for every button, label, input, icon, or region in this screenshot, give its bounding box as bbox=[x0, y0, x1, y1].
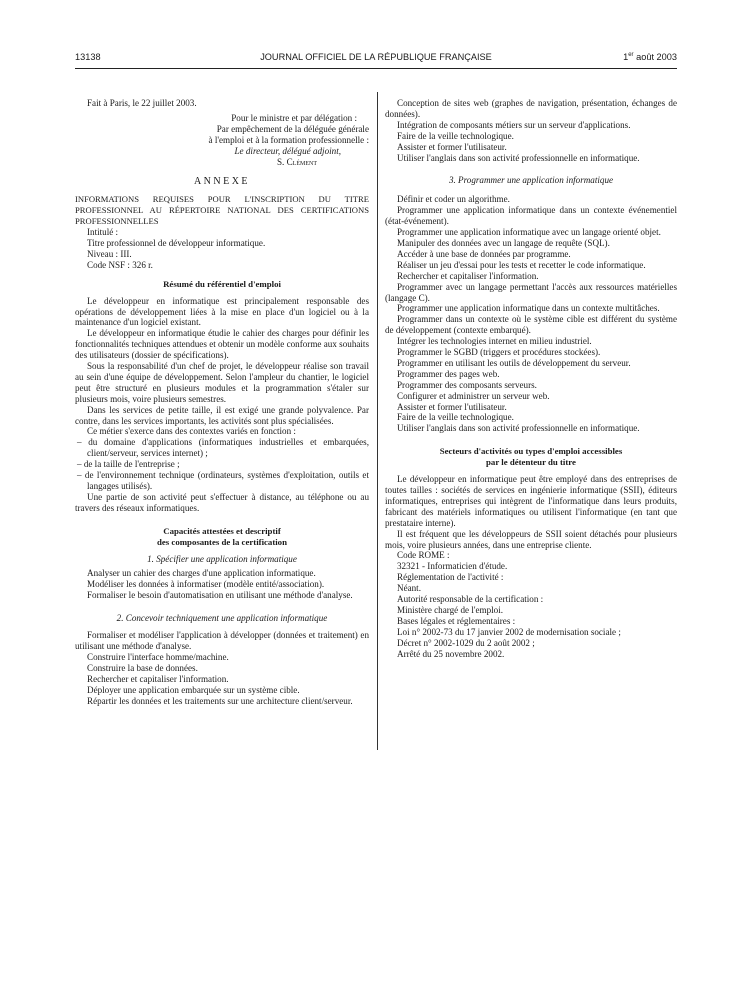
intitule-label: Intitulé : bbox=[87, 227, 119, 238]
section-3-item: Rechercher et capitaliser l'information. bbox=[397, 270, 539, 281]
context-item: – de la taille de l'entreprise ; bbox=[77, 459, 180, 470]
section-3-item: Programmer le SGBD (triggers et procédures stockées). bbox=[397, 347, 601, 358]
section-2-heading: 2. Concevoir techniquement une application informatique bbox=[116, 613, 328, 624]
secteurs-paragraph: Le développeur en informatique peut être employé dans des entreprises de toutes tailles : sociétés de services en ingénierie informatique (SSII), éditeurs informatiques, entreprises qui intègrent de l'informatique dans leurs produits, fabricant des matériels informatiques ou utilisent l'informatique (en tant que prestataire interne). bbox=[385, 474, 677, 528]
section-3-item: Réaliser un jeu d'essai pour les tests et recetter le code informatique. bbox=[397, 259, 646, 270]
code-rome-label: Code ROME : bbox=[397, 550, 450, 561]
section-2-item: Rechercher et capitaliser l'information. bbox=[87, 673, 229, 684]
column-divider bbox=[377, 92, 378, 750]
code-rome-value: 32321 - Informaticien d'étude. bbox=[397, 561, 508, 572]
section-3-item: Programmer en utilisant les outils de développement du serveur. bbox=[397, 357, 631, 368]
section-1-item: Formaliser le besoin d'automatisation en utilisant une méthode d'analyse. bbox=[87, 590, 353, 601]
capacites-heading-1: Capacités attestées et descriptif bbox=[163, 525, 281, 536]
section-1-item: Analyser un cahier des charges d'une application informatique. bbox=[87, 568, 316, 579]
page-header bbox=[75, 52, 677, 66]
section-3-item: Programmer une application informatique dans un contexte multitâches. bbox=[397, 303, 660, 314]
signature-line-1: Pour le ministre et par délégation : bbox=[231, 112, 357, 123]
section-3-item: Programmer avec un langage permettant l'accès aux ressources matérielles (langage C). bbox=[385, 281, 677, 303]
section-3-item: Programmer dans un contexte où le système cible est différent du système de développement (contexte embarqué). bbox=[385, 314, 677, 336]
section-3-item: Assister et former l'utilisateur. bbox=[397, 401, 507, 412]
section-2-item: Assister et former l'utilisateur. bbox=[397, 141, 507, 152]
section-3-heading: 3. Programmer une application informatique bbox=[448, 175, 614, 186]
bases-item: Loi n° 2002-73 du 17 janvier 2002 de modernisation sociale ; bbox=[397, 626, 621, 637]
section-2-item: Déployer une application embarquée sur un système cible. bbox=[87, 684, 300, 695]
section-2-item: Construire la base de données. bbox=[87, 662, 198, 673]
resume-paragraph: Ce métier s'exerce dans des contextes variés en fonction : bbox=[87, 426, 296, 437]
issue-date bbox=[623, 52, 677, 62]
bases-item: Décret n° 2002-1029 du 2 août 2002 ; bbox=[397, 637, 535, 648]
resume-paragraph: Sous la responsabilité d'un chef de projet, le développeur réalise son travail au sein d'une équipe de développement. Selon l'ampleur du chantier, le logiciel peut être structuré en plusieurs modules et la programmation s'étaler sur plusieurs mois, voire plusieurs semestres. bbox=[75, 361, 369, 404]
context-item: – du domaine d'applications (informatiques industrielles et embarquées, client/serveur, services internet) ; bbox=[77, 437, 369, 459]
section-2-item: Formaliser et modéliser l'application à développer (données et traitement) en utilisant une méthode d'analyse. bbox=[75, 630, 369, 651]
signatory-name: S. Clément bbox=[277, 156, 317, 167]
section-3-item: Accéder à une base de données par programme. bbox=[397, 248, 571, 259]
section-3-item: Utiliser l'anglais dans son activité professionnelle en informatique. bbox=[397, 423, 640, 434]
right-column bbox=[385, 98, 677, 660]
section-3-item: Intégrer les technologies internet en milieu industriel. bbox=[397, 336, 592, 347]
resume-paragraph: Une partie de son activité peut s'effectuer à distance, au téléphone ou au travers des réseaux informatiques. bbox=[75, 491, 369, 513]
section-2-item: Construire l'interface homme/machine. bbox=[87, 651, 229, 662]
date-ordinal: er bbox=[628, 52, 634, 58]
section-3-item: Configurer et administrer un serveur web. bbox=[397, 390, 550, 401]
date-day: 1 bbox=[623, 52, 629, 63]
section-3-item: Faire de la veille technologique. bbox=[397, 412, 514, 423]
resume-heading: Résumé du référentiel d'emploi bbox=[163, 278, 281, 289]
context-item: – de l'environnement technique (ordinateurs, systèmes d'exploitation, outils et langages utilisés). bbox=[77, 470, 369, 491]
signature-line-4: Le directeur, délégué adjoint, bbox=[234, 145, 341, 156]
resume-paragraph: Le développeur en informatique étudie le cahier des charges pour définir les fonctionnalités techniques attendues et obtenir un modèle conforme aux souhaits des utilisateurs (dossier de spécifications). bbox=[75, 328, 369, 361]
section-1-item: Modéliser les données à informatiser (modèle entité/association). bbox=[87, 579, 325, 590]
section-3-item: Programmer une application informatique dans un contexte événementiel (état-événement). bbox=[385, 205, 677, 227]
section-3-item: Programmer des composants serveurs. bbox=[397, 379, 537, 390]
reglementation-label: Réglementation de l'activité : bbox=[397, 572, 504, 583]
code-nsf: Code NSF : 326 r. bbox=[87, 259, 153, 270]
autorite-value: Ministère chargé de l'emploi. bbox=[397, 604, 504, 615]
resume-paragraph: Dans les services de petite taille, il est exigé une grande polyvalence. Par contre, dans les services importants, les activités sont plus spécialisées. bbox=[75, 404, 369, 426]
section-2-item: Répartir les données et les traitements sur une architecture client/serveur. bbox=[87, 695, 353, 706]
header-rule bbox=[75, 68, 677, 69]
section-2-item: Faire de la veille technologique. bbox=[397, 130, 514, 141]
section-2-item: Conception de sites web (graphes de navigation, présentation, échanges de données). bbox=[385, 98, 677, 119]
section-3-item: Manipuler des données avec un langage de requête (SQL). bbox=[397, 237, 610, 248]
intitule-value: Titre professionnel de développeur informatique. bbox=[87, 237, 266, 248]
secteurs-paragraph: Il est fréquent que les développeurs de SSII soient détachés pour plusieurs mois, voire plusieurs années, dans une entreprise cliente. bbox=[385, 528, 677, 550]
section-3-item: Programmer une application informatique avec un langage orienté objet. bbox=[397, 227, 661, 238]
signature-line-2: Par empêchement de la déléguée générale bbox=[216, 123, 369, 134]
autorite-label: Autorité responsable de la certification : bbox=[397, 594, 544, 605]
secteurs-heading-2: par le détenteur du titre bbox=[486, 457, 576, 468]
capacites-heading-2: des composantes de la certification bbox=[157, 536, 287, 547]
bases-label: Bases légales et réglementaires : bbox=[397, 615, 516, 626]
left-column bbox=[75, 98, 369, 706]
reglementation-value: Néant. bbox=[397, 583, 421, 594]
date-month-year: août 2003 bbox=[633, 52, 677, 63]
section-2-item: Intégration de composants métiers sur un serveur d'applications. bbox=[397, 119, 631, 130]
section-2-item: Utiliser l'anglais dans son activité professionnelle en informatique. bbox=[397, 152, 640, 163]
page-number: 13138 bbox=[75, 52, 101, 62]
journal-title: JOURNAL OFFICIEL DE LA RÉPUBLIQUE FRANÇAISE bbox=[260, 52, 492, 62]
fait-line: Fait à Paris, le 22 juillet 2003. bbox=[87, 98, 197, 108]
bases-item: Arrêté du 25 novembre 2002. bbox=[397, 648, 505, 659]
section-1-heading: 1. Spécifier une application informatique bbox=[147, 553, 297, 564]
section-3-item: Définir et coder un algorithme. bbox=[397, 194, 510, 205]
resume-paragraph: Le développeur en informatique est principalement responsable des opérations de développement liées à la mise en place d'un logiciel ou à la maintenance d'un logiciel existant. bbox=[75, 295, 369, 328]
secteurs-heading-1: Secteurs d'activités ou types d'emploi accessibles bbox=[439, 446, 623, 457]
section-3-item: Programmer des pages web. bbox=[397, 368, 500, 379]
signature-line-3: à l'emploi et à la formation professionnelle : bbox=[208, 134, 369, 145]
annexe-heading: ANNEXE bbox=[193, 176, 251, 188]
niveau: Niveau : III. bbox=[87, 248, 132, 259]
info-title: INFORMATIONS REQUISES POUR L'INSCRIPTION DU TITRE PROFESSIONNEL AU RÉPERTOIRE NATIONAL DES CERTIFICATIONS PROFESSIONNELLES bbox=[75, 194, 369, 227]
